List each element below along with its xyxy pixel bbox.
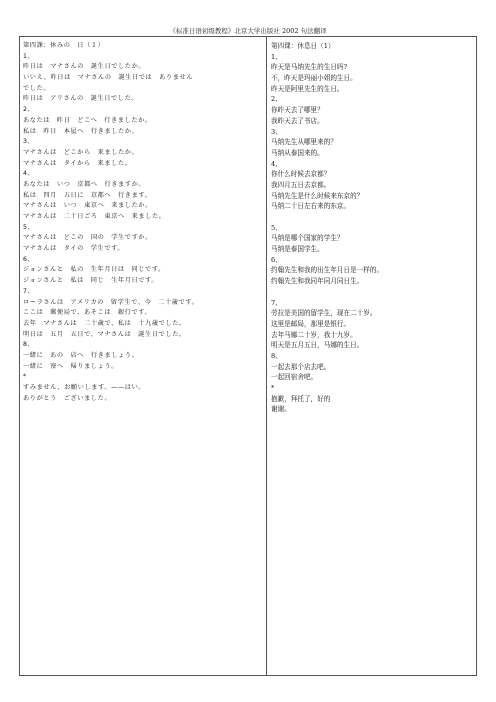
japanese-line: ローラさんは アメリカの 留学生で、今 二十歳です。: [23, 298, 199, 306]
chinese-line: 抱歉，拜托了，好的: [271, 394, 331, 403]
chinese-line: 3、: [271, 127, 282, 136]
japanese-line: いいえ、昨日は マナさんの 誕生日では ありません: [23, 74, 194, 82]
column-divider: [266, 37, 267, 675]
japanese-line: 一緒に 寮へ 帰りましょう。: [23, 362, 119, 370]
chinese-line: [271, 212, 473, 223]
chinese-line: 马纳先生从哪里来的？: [271, 138, 337, 147]
chinese-line: 明天是五月五日，马娜的生日。: [271, 341, 364, 350]
japanese-line: 私は 昨日 本屋へ 行きましたか。: [23, 127, 139, 135]
japanese-line: 1、: [23, 52, 35, 60]
japanese-line: 6、: [23, 255, 35, 263]
document-header: 《标准日语初级教程》北京大学出版社 2002 句法翻译: [169, 27, 327, 35]
chinese-line: 我昨天去了书店。: [271, 116, 324, 125]
chinese-line: 马纳先生是什么时候来东京的？: [271, 191, 364, 200]
translation-table: [19, 36, 477, 676]
chinese-line: *: [271, 384, 275, 392]
chinese-line: 7、: [271, 298, 282, 307]
chinese-line: 谢谢。: [271, 405, 291, 414]
japanese-line: ジョンさんと 私は 同じ 生年月日です。: [23, 277, 159, 285]
japanese-line: マナさんは 二十日ごろ 東京へ 来ました。: [23, 213, 166, 220]
japanese-line: 3、: [23, 138, 35, 146]
japanese-line: マナさんは どこの 国の 学生ですか。: [23, 234, 152, 242]
japanese-line: 昨日は マナさんの 誕生日でしたか。: [23, 63, 146, 71]
japanese-line: すみません、お願いします。——はい。: [23, 384, 146, 391]
chinese-line: 昨天是马纳先生的生日吗?: [271, 63, 348, 72]
chinese-line: 4、: [271, 159, 282, 168]
chinese-line: 一起回宿舍吧。: [271, 373, 318, 382]
chinese-line: 马纳是泰国学生。: [271, 245, 324, 254]
chinese-line: 马纳从泰国来的。: [271, 148, 324, 157]
chinese-line: 1、: [271, 52, 282, 61]
chinese-line: 第四课：休息日（1）: [271, 42, 335, 50]
chinese-line: 6、: [271, 255, 282, 264]
japanese-line: 8、: [23, 341, 35, 349]
chinese-line: 昨天是阿里先生的生日。: [271, 84, 344, 93]
chinese-line: 马纳是哪个国家的学生？: [271, 234, 344, 243]
japanese-line: マナさんは タイから 来ました。: [23, 159, 132, 167]
chinese-line: 这里是邮局，那里是银行。: [271, 319, 351, 328]
japanese-line: マナさんは いつ 東京へ 来ましたか。: [23, 202, 152, 210]
chinese-column: [271, 41, 473, 415]
chinese-line: 你什么时候去京都？: [271, 170, 331, 179]
japanese-line: でした。: [23, 84, 51, 92]
japanese-line: 4、: [23, 170, 35, 178]
chinese-line: 约翰先生和我同年同月同日生。: [271, 277, 364, 286]
chinese-line: 2、: [271, 95, 282, 104]
chinese-line: 马纳二十日左右来的东京。: [271, 202, 351, 211]
chinese-line: 我四月五日去京都。: [271, 180, 331, 189]
japanese-line: 去年 マナさんは 二十歳で、私は 十九歳でした。: [23, 319, 186, 327]
japanese-line: 第四課：休みの 日（１）: [23, 42, 105, 49]
japanese-line: 明日は 五月 五日で、マナさんは 誕生日でした。: [23, 330, 186, 338]
japanese-line: 一緒に あの 店へ 行きましょう。: [23, 351, 139, 359]
japanese-line: 7、: [23, 287, 35, 295]
japanese-line: あなたは いつ 京都へ 行きますか。: [23, 180, 146, 188]
chinese-line: 一起去那个店去吧。: [271, 362, 331, 371]
chinese-line: 5、: [271, 223, 282, 232]
chinese-line: 8、: [271, 351, 282, 360]
japanese-line: 5、: [23, 223, 35, 231]
chinese-line: 劳拉是美国的留学生，现在二十岁。: [271, 309, 377, 318]
chinese-line: [271, 287, 473, 298]
japanese-line: *: [23, 373, 27, 381]
japanese-line: ジョンさんと 私の 生年月日は 同じです。: [23, 266, 165, 274]
chinese-line: 去年马娜二十岁，我十九岁。: [271, 330, 357, 339]
japanese-line: マナさんは どこから 来ましたか。: [23, 148, 139, 156]
chinese-line: 不，昨天是玛丽小姐的生日。: [271, 74, 357, 83]
chinese-line: 约翰先生和我的出生年月日是一样的。: [271, 266, 384, 275]
japanese-line: あなたは 昨日 どこへ 行きましたか。: [23, 116, 152, 124]
chinese-line: 你昨天去了哪里？: [271, 106, 324, 115]
japanese-column: [23, 41, 261, 404]
japanese-line: ありがとう ございました。: [23, 394, 112, 402]
japanese-line: マナさんは タイの 学生です。: [23, 245, 125, 253]
japanese-line: 私は 四月 五日に 京都へ 行きます。: [23, 191, 152, 199]
japanese-line: 昨日は アリさんの 誕生日でした。: [23, 95, 139, 103]
japanese-line: 2、: [23, 106, 35, 114]
japanese-line: ここは 郵便局で、あそこは 銀行です。: [23, 309, 152, 317]
